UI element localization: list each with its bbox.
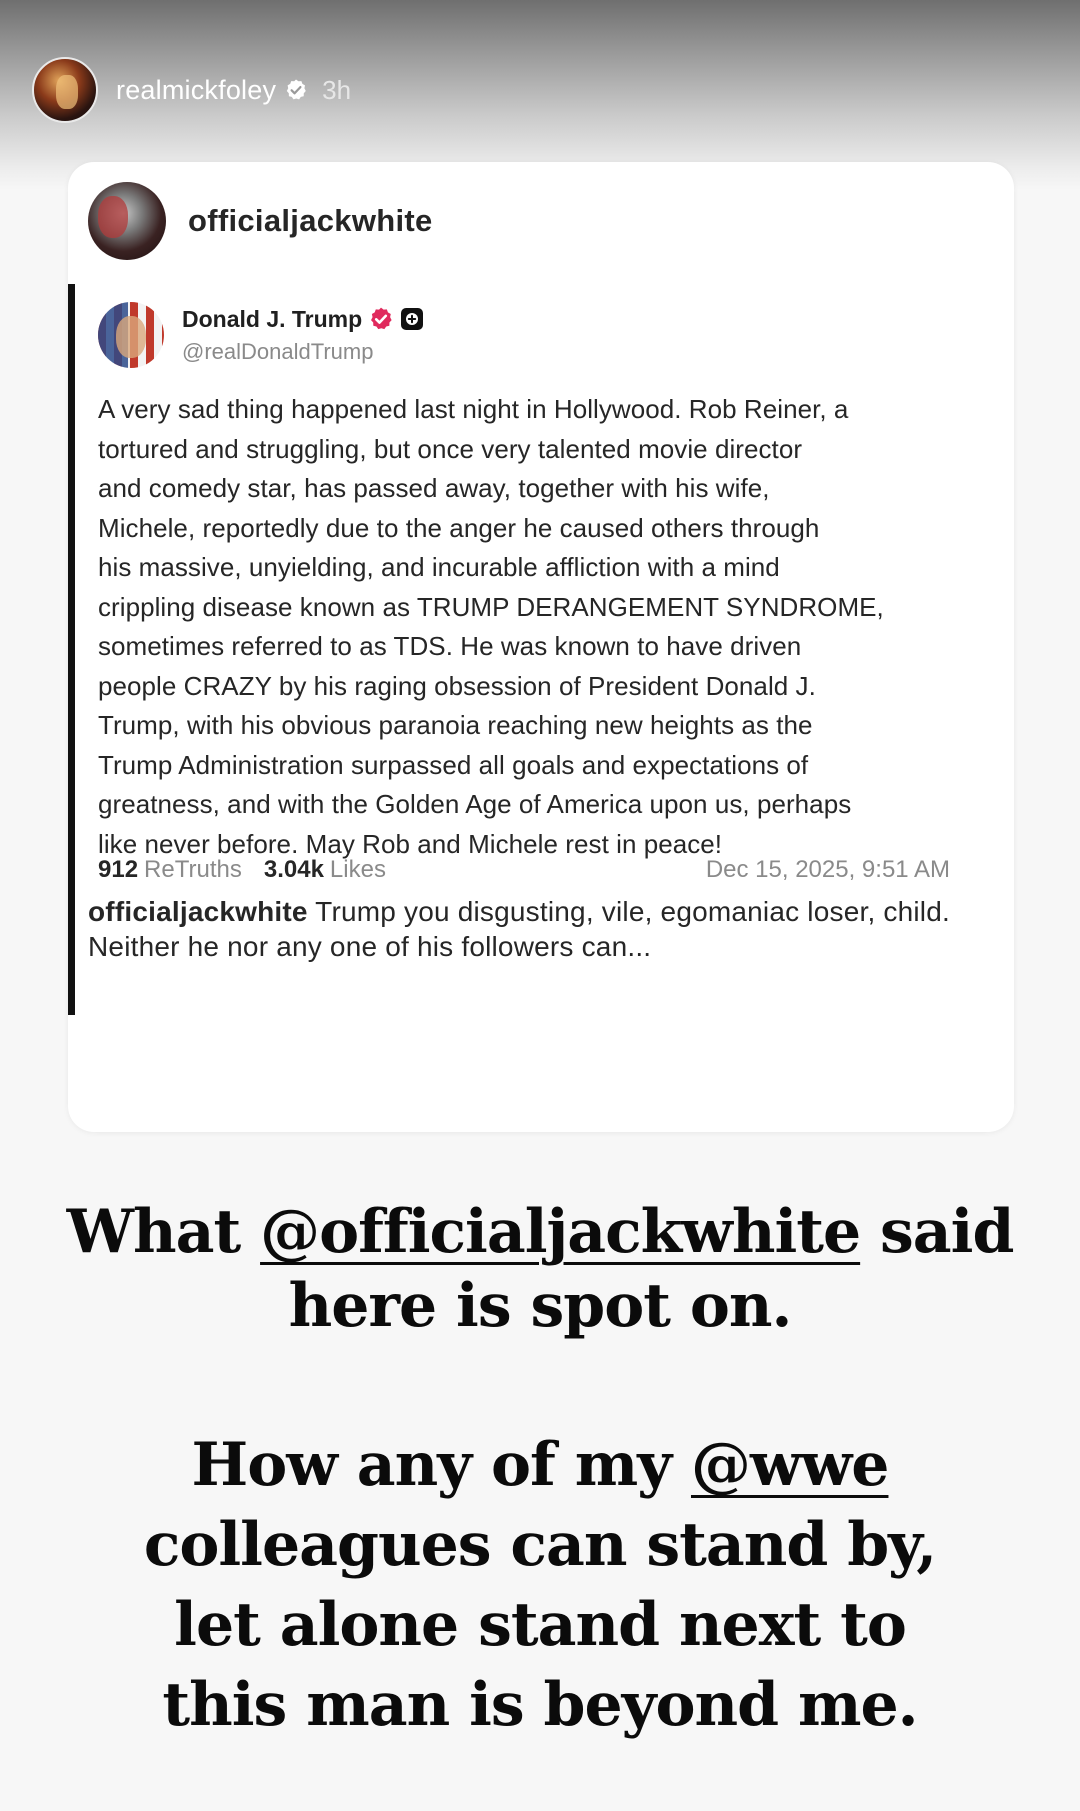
quoted-post-text: A very sad thing happened last night in Hollywood. Rob Reiner, a tortured and struggling, but once very talented movie director and comedy star, has passed away, together with his wife, Michele, reportedly due to the anger he caused others through his massive, unyielding, and incurable affliction with a mind crippling disease known as TRUMP DERANGEMENT SYNDROME, sometimes referred to as TDS. He was known to have driven people CRAZY by his raging obsession of President Donald J. Trump, with his obvious paranoia reaching new heights as the Trump Administration surpassed all goals and expectations of greatness, and with the Golden Age of America upon us, perhaps like never before. May Rob and Michele rest in peace! (98, 394, 884, 859)
retruths-label: ReTruths (144, 856, 242, 883)
overlay-line-3 (40, 1425, 1040, 1505)
card-caption (88, 894, 988, 964)
overlay-text-block-2 (40, 1425, 1040, 1745)
verified-badge-icon (284, 78, 308, 102)
quoted-post-name-row (182, 306, 424, 333)
overlay-line-2: here is spot on. (288, 1271, 792, 1341)
mention-wwe[interactable]: @wwe (690, 1430, 889, 1500)
caption-username[interactable]: officialjackwhite (88, 896, 308, 927)
likes-label: Likes (329, 856, 386, 883)
overlay-line-4: colleagues can stand by, (143, 1510, 937, 1580)
story-username[interactable]: realmickfoley (116, 74, 277, 105)
overlay-line-6: this man is beyond me. (162, 1670, 918, 1740)
overlay-line-1-prefix: What (66, 1197, 261, 1267)
likes-count: 3.04k (263, 856, 324, 883)
verified-badge-icon (368, 306, 394, 332)
quoted-post-date: Dec 15, 2025, 9:51 AM (705, 856, 950, 883)
quoted-post-header (98, 302, 424, 368)
retruths-count: 912 (98, 856, 139, 883)
overlay-line-1 (40, 1195, 1040, 1269)
overlay-text-block-1 (40, 1195, 1040, 1343)
plus-badge-icon (400, 307, 424, 331)
quoted-post-author-name: Donald J. Trump (182, 305, 363, 332)
card-header (88, 182, 433, 260)
overlay-line-1-suffix: said (860, 1197, 1014, 1267)
caption-text: Trump you disgusting, vile, egomaniac loser, child. Neither he nor any one of his followers can... (88, 896, 950, 962)
story-header (32, 55, 351, 125)
card-avatar[interactable] (88, 182, 166, 260)
shared-post-card[interactable] (68, 162, 1014, 1132)
story-timestamp: 3h (322, 74, 352, 105)
overlay-line-3-prefix: How any of my (191, 1430, 691, 1500)
story-avatar[interactable] (32, 57, 98, 123)
mention-officialjackwhite[interactable]: @officialjackwhite (260, 1197, 861, 1267)
quoted-post-handle: @realDonaldTrump (182, 338, 374, 364)
quote-bar (68, 284, 75, 1015)
quoted-post-names (182, 306, 424, 365)
quoted-post-avatar (98, 302, 164, 368)
overlay-line-5: let alone stand next to (174, 1590, 906, 1660)
quoted-post-stats (98, 856, 950, 884)
card-username[interactable]: officialjackwhite (188, 203, 433, 238)
